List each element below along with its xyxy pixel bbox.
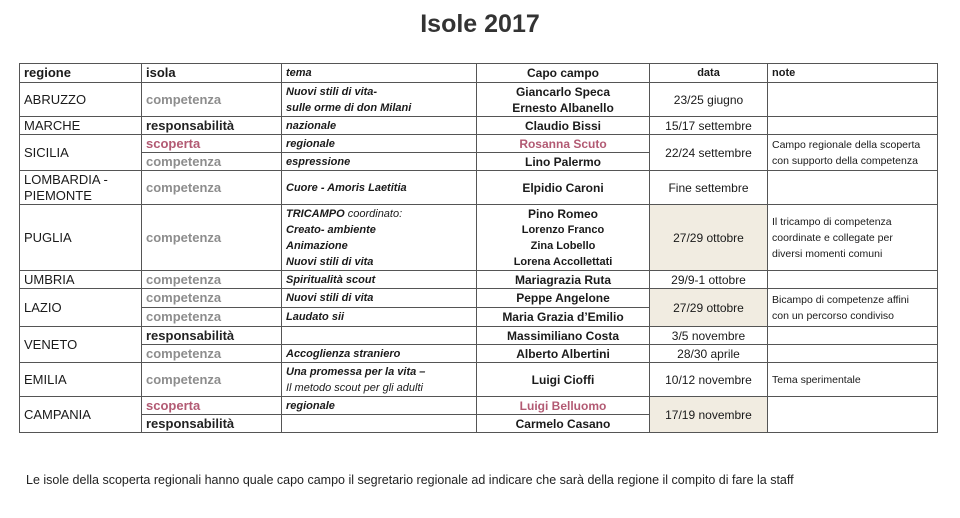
header-data: data	[650, 64, 768, 83]
capo-cell: Mariagrazia Ruta	[477, 271, 650, 289]
tema-cell	[282, 415, 477, 433]
capo-cell: Elpidio Caroni	[477, 171, 650, 205]
note-line: coordinate e collegate per	[772, 231, 893, 244]
capo-cell: Claudio Bissi	[477, 117, 650, 135]
capo-line: Pino Romeo	[527, 206, 598, 221]
tema-cell	[282, 83, 477, 117]
isola-cell: responsabilità	[142, 327, 282, 345]
isola-cell: responsabilità	[142, 117, 282, 135]
tema-cell: espressione	[282, 153, 477, 171]
isole-table	[19, 63, 938, 433]
tema-cell: Accoglienza straniero	[282, 345, 477, 363]
tema-cell	[282, 363, 477, 397]
table-row	[20, 271, 938, 289]
table-row	[20, 345, 938, 363]
tema-cell: Laudato sii	[282, 308, 477, 327]
regione-cell: MARCHE	[20, 117, 142, 135]
data-cell: 22/24 settembre	[650, 135, 768, 171]
capo-line: Lorenzo Franco	[521, 223, 605, 236]
note-cell	[768, 397, 938, 433]
table-row	[20, 289, 938, 308]
tema-cell	[282, 205, 477, 271]
tema-cell	[282, 327, 477, 345]
isola-cell: scoperta	[142, 397, 282, 415]
table-row	[20, 327, 938, 345]
regione-cell: EMILIA	[20, 363, 142, 397]
regione-cell: VENETO	[20, 327, 142, 363]
note-line: Il tricampo di competenza	[772, 215, 892, 228]
capo-line: Lorena Accollettati	[513, 255, 613, 268]
isola-cell: competenza	[142, 308, 282, 327]
note-cell	[768, 205, 938, 271]
data-cell: 29/9-1 ottobre	[650, 271, 768, 289]
tema-line: Nuovi stili di vita-	[286, 85, 378, 98]
header-isola: isola	[142, 64, 282, 83]
note-cell	[768, 327, 938, 345]
note-line: con supporto della competenza	[772, 154, 918, 167]
note-cell	[768, 289, 938, 327]
capo-cell: Luigi Cioffi	[477, 363, 650, 397]
note-cell	[768, 271, 938, 289]
regione-cell: ABRUZZO	[20, 83, 142, 117]
regione-cell: SICILIA	[20, 135, 142, 171]
table-row	[20, 83, 938, 117]
data-cell: 15/17 settembre	[650, 117, 768, 135]
page-title: Isole 2017	[420, 10, 540, 38]
capo-cell: Maria Grazia d’Emilio	[477, 308, 650, 327]
regione-line: LOMBARDIA -	[24, 171, 108, 187]
tema-line: Animazione	[286, 239, 348, 252]
table-row	[20, 171, 938, 205]
tema-line: Nuovi stili di vita	[286, 255, 374, 268]
regione-cell: PUGLIA	[20, 205, 142, 271]
isola-cell: competenza	[142, 83, 282, 117]
regione-cell	[20, 171, 142, 205]
capo-cell: Luigi Belluomo	[477, 397, 650, 415]
tema-tricampo: TRICAMPO	[286, 207, 345, 220]
data-cell: 23/25 giugno	[650, 83, 768, 117]
data-cell: 3/5 novembre	[650, 327, 768, 345]
tema-line: Il metodo scout per gli adulti	[286, 381, 423, 394]
regione-cell: CAMPANIA	[20, 397, 142, 433]
table-row	[20, 117, 938, 135]
tema-cell: regionale	[282, 135, 477, 153]
data-cell: 28/30 aprile	[650, 345, 768, 363]
table-row	[20, 363, 938, 397]
isola-cell: competenza	[142, 363, 282, 397]
table-header-row	[20, 64, 938, 83]
tema-cell: regionale	[282, 397, 477, 415]
data-cell: Fine settembre	[650, 171, 768, 205]
note-line: Bicampo di competenze affini	[772, 293, 909, 306]
capo-cell: Alberto Albertini	[477, 345, 650, 363]
capo-cell	[477, 205, 650, 271]
tema-line: Creato- ambiente	[286, 223, 376, 236]
data-cell: 10/12 novembre	[650, 363, 768, 397]
tema-coordinato: coordinato:	[344, 207, 403, 220]
capo-cell: Peppe Angelone	[477, 289, 650, 308]
capo-line: Zina Lobello	[530, 239, 596, 252]
tema-cell: Nuovi stili di vita	[282, 289, 477, 308]
regione-cell: UMBRIA	[20, 271, 142, 289]
capo-cell	[477, 83, 650, 117]
data-cell: 27/29 ottobre	[650, 289, 768, 327]
note-cell: Tema sperimentale	[768, 363, 938, 397]
capo-line: Giancarlo Speca	[515, 84, 611, 99]
note-cell	[768, 345, 938, 363]
note-line: Campo regionale della scoperta	[772, 138, 921, 151]
header-tema: tema	[282, 64, 477, 83]
table-row	[20, 135, 938, 153]
isola-cell: responsabilità	[142, 415, 282, 433]
header-regione: regione	[20, 64, 142, 83]
isola-cell: scoperta	[142, 135, 282, 153]
tema-line: sulle orme di don Milani	[286, 101, 412, 114]
isola-cell: competenza	[142, 171, 282, 205]
note-cell	[768, 117, 938, 135]
isola-cell: competenza	[142, 205, 282, 271]
footer-note: Le isole della scoperta regionali hanno quale capo campo il segretario regionale ad indicare che sarà della regione il compito di fare la staff	[26, 473, 794, 487]
tema-cell: Spiritualità scout	[282, 271, 477, 289]
header-capo-campo: Capo campo	[477, 64, 650, 83]
note-cell	[768, 83, 938, 117]
note-line: diversi momenti comuni	[772, 247, 883, 260]
isola-cell: competenza	[142, 345, 282, 363]
tema-line: Una promessa per la vita –	[286, 365, 426, 378]
regione-line: PIEMONTE	[24, 187, 92, 203]
table-row	[20, 397, 938, 415]
note-cell	[768, 135, 938, 171]
capo-cell: Rosanna Scuto	[477, 135, 650, 153]
isola-cell: competenza	[142, 153, 282, 171]
note-cell	[768, 171, 938, 205]
table-row	[20, 205, 938, 271]
data-cell: 17/19 novembre	[650, 397, 768, 433]
tema-cell: Cuore - Amoris Laetitia	[282, 171, 477, 205]
tema-line	[286, 206, 472, 222]
isola-cell: competenza	[142, 271, 282, 289]
regione-cell: LAZIO	[20, 289, 142, 327]
header-note: note	[768, 64, 938, 83]
note-line: con un percorso condiviso	[772, 309, 894, 322]
capo-cell: Massimiliano Costa	[477, 327, 650, 345]
isola-cell: competenza	[142, 289, 282, 308]
tema-cell: nazionale	[282, 117, 477, 135]
capo-cell: Carmelo Casano	[477, 415, 650, 433]
capo-cell: Lino Palermo	[477, 153, 650, 171]
capo-line: Ernesto Albanello	[512, 100, 614, 115]
data-cell: 27/29 ottobre	[650, 205, 768, 271]
